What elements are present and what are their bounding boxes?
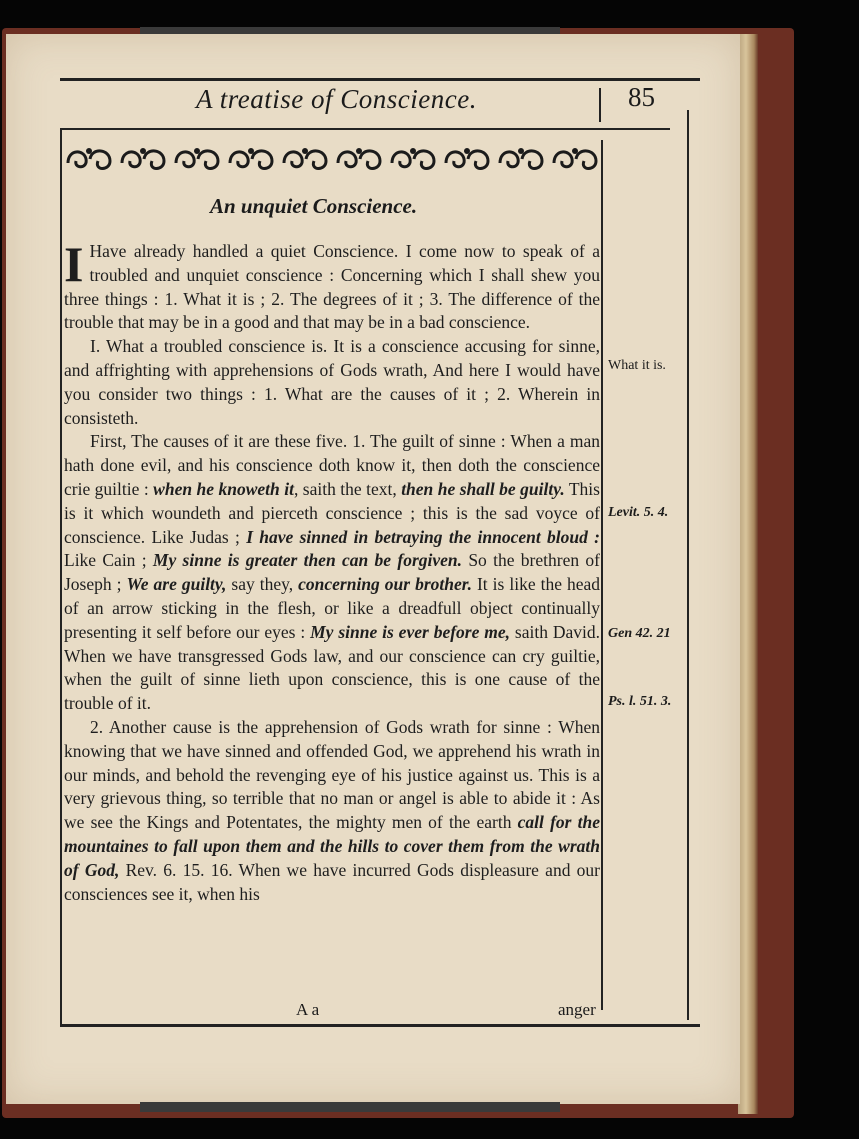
margin-note: Ps. l. 51. 3. [608,694,672,709]
paragraph-intro: I Have already handled a quiet Conscience. I come now to speak of a troubled and unquiet conscience : Concerning which I shall shew you three things : 1. What it is ; 2. The degrees of it ; 3. The difference of the trouble that may be in a good and that may be in a bad conscience. [64,236,600,333]
running-head: A treatise of Conscience. [196,84,477,114]
drop-cap: I [64,236,84,292]
fleuron-icon [280,143,330,175]
margin-note: Levit. 5. 4. [608,505,669,520]
paragraph-2: First, The causes of it are these five. 1. The guilt of sinne : When a man hath done evil, and his conscience doth know it, then doth the conscience crie guiltie : when he knoweth it, saith the text, then he shall be guilty. This is it which woundeth and pierceth conscience ; this is the sad voyce of conscience. Like Judas ; I have sinned in betraying the innocent bloud : Like Cain ; My sinne is greater then can be forgiven. So the brethren of Joseph ; We are guilty, say they, concerning our brother. It is like the head of an arrow sticking in the flesh, or like a dreadfull object continually presenting it self before our eyes : My sinne is ever before me, saith David. When we have transgressed Gods law, and our conscience can cry guiltie, when the guilt of sinne lieth upon conscience, this is one cause of the trouble of it. [64,431,601,714]
body-text [64,236,601,1000]
page-number: 85 [628,82,655,112]
page-edges [738,34,758,1114]
decorative-headpiece [64,140,600,178]
frame-right-rule [687,110,689,1020]
fleuron-icon [226,143,276,175]
fleuron-icon [64,143,114,175]
section-title: An unquiet Conscience. [210,194,418,218]
header-divider [599,88,601,122]
frame-left-rule [60,128,62,1026]
frame-column-rule [601,140,603,1010]
margin-note: What it is. [608,358,666,373]
fleuron-icon [550,143,600,175]
fleuron-icon [442,143,492,175]
fleuron-icon [388,143,438,175]
margin-note: Gen 42. 21 [608,626,671,641]
paragraph-3: 2. Another cause is the apprehension of Gods wrath for sinne : When knowing that we have sinned and offended God, we apprehend his wrath in our minds, and behold the revenging eye of his justice against us. This is a very grievous thing, so terrible that no man or angel is able to abide it : As we see the Kings and Potentates, the mighty men of the earth call for the mountaines to fall upon them and the hills to cover them from the wrath of God, Rev. 6. 15. 16. When we have incurred Gods displeasure and our consciences see it, when his [64,716,601,904]
fleuron-icon [172,143,222,175]
binding-bottom [140,1102,560,1112]
signature-mark: A a [296,1000,320,1019]
fleuron-icon [334,143,384,175]
fleuron-icon [118,143,168,175]
header-top-rule [60,78,700,81]
frame-bottom-rule [60,1024,700,1027]
catchword: anger [558,1000,596,1019]
frame-top-rule [60,128,670,130]
paragraph-1: I. What a troubled conscience is. It is a conscience accusing for sinne, and affrighting with apprehensions of Gods wrath, And here I would have you consider two things : 1. What are the causes of it ; 2. Wherein in consisteth. [64,336,600,428]
fleuron-icon [496,143,546,175]
